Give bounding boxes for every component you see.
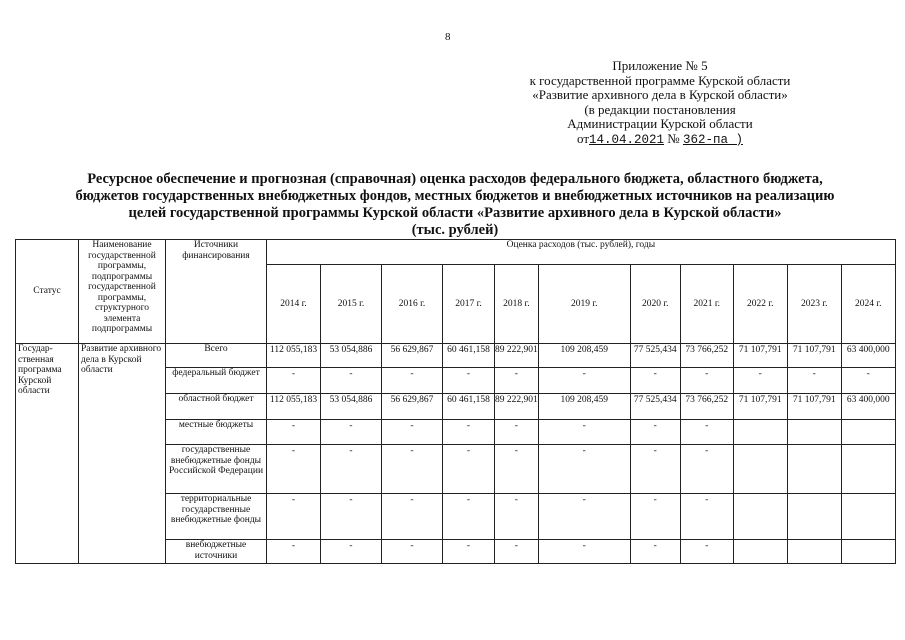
annex-edition: (в редакции постановления — [584, 101, 736, 117]
value-cell: 53 054,886 — [321, 394, 382, 420]
value-cell: 63 400,000 — [841, 394, 895, 420]
value-cell: - — [443, 445, 495, 494]
value-cell: 89 222,901 — [495, 344, 539, 368]
value-cell: - — [680, 445, 733, 494]
header-source: Источники финансирования — [166, 240, 267, 344]
value-cell: - — [680, 494, 733, 540]
source-cell: областной бюджет — [166, 394, 267, 420]
header-year: 2017 г. — [443, 265, 495, 344]
value-cell: 112 055,183 — [267, 344, 321, 368]
title-line: бюджетов государственных внебюджетных фондов, местных бюджетов и внебюджетных источников на реализацию — [75, 188, 835, 204]
value-cell — [841, 420, 895, 445]
value-cell — [841, 494, 895, 540]
value-cell: 77 525,434 — [630, 344, 680, 368]
number-prefix: № — [667, 130, 680, 146]
value-cell: - — [538, 540, 630, 564]
header-status: Статус — [16, 240, 79, 344]
value-cell: - — [321, 540, 382, 564]
value-cell: 112 055,183 — [267, 394, 321, 420]
source-cell: федеральный бюджет — [166, 368, 267, 394]
title-unit: (тыс. рублей) — [411, 222, 499, 238]
value-cell: - — [495, 420, 539, 445]
value-cell: - — [538, 445, 630, 494]
value-cell: - — [267, 445, 321, 494]
decree-number: 362-па ) — [682, 132, 743, 147]
value-cell: 53 054,886 — [321, 344, 382, 368]
header-year: 2015 г. — [321, 265, 382, 344]
page-number: 8 — [445, 31, 451, 43]
title-line: Ресурсное обеспечение и прогнозная (справочная) оценка расходов федерального бюджета, областного бюджета, — [87, 171, 823, 187]
value-cell — [733, 445, 787, 494]
value-cell — [841, 445, 895, 494]
value-cell: 56 629,867 — [382, 394, 443, 420]
value-cell: - — [630, 540, 680, 564]
document-title — [40, 171, 870, 239]
value-cell: - — [267, 540, 321, 564]
header-year: 2019 г. — [538, 265, 630, 344]
title-line: целей государственной программы Курской области «Развитие архивного дела в Курской области» — [128, 205, 782, 221]
annex-date-line — [480, 132, 840, 148]
value-cell: - — [382, 420, 443, 445]
header-year: 2023 г. — [787, 265, 841, 344]
annex-authority: Администрации Курской области — [567, 116, 753, 131]
value-cell: - — [538, 494, 630, 540]
value-cell: - — [495, 540, 539, 564]
source-cell: Всего — [166, 344, 267, 368]
value-cell: - — [321, 420, 382, 445]
value-cell: - — [630, 420, 680, 445]
header-year: 2018 г. — [495, 265, 539, 344]
value-cell — [733, 420, 787, 445]
value-cell — [787, 420, 841, 445]
value-cell: 71 107,791 — [733, 344, 787, 368]
value-cell: 71 107,791 — [787, 344, 841, 368]
value-cell: 73 766,252 — [680, 344, 733, 368]
value-cell: 109 208,459 — [538, 344, 630, 368]
value-cell: - — [733, 368, 787, 394]
header-year: 2021 г. — [680, 265, 733, 344]
value-cell: - — [841, 368, 895, 394]
value-cell — [787, 540, 841, 564]
decree-date: 14.04.2021 — [589, 132, 665, 147]
annex-program-name: «Развитие архивного дела в Курской области» — [532, 87, 788, 102]
value-cell: 77 525,434 — [630, 394, 680, 420]
annex-title: Приложение № 5 — [612, 58, 708, 73]
value-cell: - — [267, 420, 321, 445]
value-cell — [733, 540, 787, 564]
value-cell: - — [382, 494, 443, 540]
value-cell: - — [630, 368, 680, 394]
header-year: 2016 г. — [382, 265, 443, 344]
value-cell: - — [538, 420, 630, 445]
value-cell: - — [321, 494, 382, 540]
header-estimate: Оценка расходов (тыс. рублей), годы — [267, 240, 896, 265]
value-cell: - — [382, 368, 443, 394]
header-name: Наименование государственной программы, подпрограммы государственной программы, структурного элемента подпрограммы — [79, 240, 166, 344]
value-cell — [841, 540, 895, 564]
value-cell: - — [443, 420, 495, 445]
value-cell: - — [495, 368, 539, 394]
value-cell — [733, 494, 787, 540]
value-cell: 63 400,000 — [841, 344, 895, 368]
value-cell: - — [630, 494, 680, 540]
date-prefix: от — [577, 130, 590, 146]
value-cell: - — [787, 368, 841, 394]
value-cell: - — [680, 420, 733, 445]
value-cell: 89 222,901 — [495, 394, 539, 420]
value-cell: - — [321, 445, 382, 494]
value-cell: 56 629,867 — [382, 344, 443, 368]
value-cell: 71 107,791 — [733, 394, 787, 420]
header-year: 2022 г. — [733, 265, 787, 344]
value-cell: 73 766,252 — [680, 394, 733, 420]
header-year: 2024 г. — [841, 265, 895, 344]
value-cell: - — [495, 494, 539, 540]
value-cell: - — [321, 368, 382, 394]
header-year: 2014 г. — [267, 265, 321, 344]
value-cell: - — [443, 494, 495, 540]
value-cell: 109 208,459 — [538, 394, 630, 420]
program-name-cell: Развитие архивного дела в Курской области — [79, 344, 166, 564]
source-cell: территориальные государственные внебюджетные фонды — [166, 494, 267, 540]
value-cell: - — [382, 445, 443, 494]
value-cell: - — [267, 494, 321, 540]
value-cell: - — [443, 368, 495, 394]
annex-header — [480, 59, 840, 147]
value-cell: - — [680, 368, 733, 394]
budget-table — [15, 239, 896, 564]
status-cell: Государ-ственная программа Курской области — [16, 344, 79, 564]
value-cell: - — [680, 540, 733, 564]
value-cell — [787, 445, 841, 494]
annex-program-ref: к государственной программе Курской области — [529, 72, 791, 88]
value-cell: 60 461,158 — [443, 394, 495, 420]
value-cell: - — [382, 540, 443, 564]
value-cell: - — [630, 445, 680, 494]
value-cell: 71 107,791 — [787, 394, 841, 420]
source-cell: государственные внебюджетные фонды Российской Федерации — [166, 445, 267, 494]
value-cell: 60 461,158 — [443, 344, 495, 368]
value-cell: - — [443, 540, 495, 564]
value-cell — [787, 494, 841, 540]
value-cell: - — [538, 368, 630, 394]
table-row — [16, 344, 896, 368]
source-cell: внебюджетные источники — [166, 540, 267, 564]
source-cell: местные бюджеты — [166, 420, 267, 445]
value-cell: - — [267, 368, 321, 394]
header-year: 2020 г. — [630, 265, 680, 344]
value-cell: - — [495, 445, 539, 494]
